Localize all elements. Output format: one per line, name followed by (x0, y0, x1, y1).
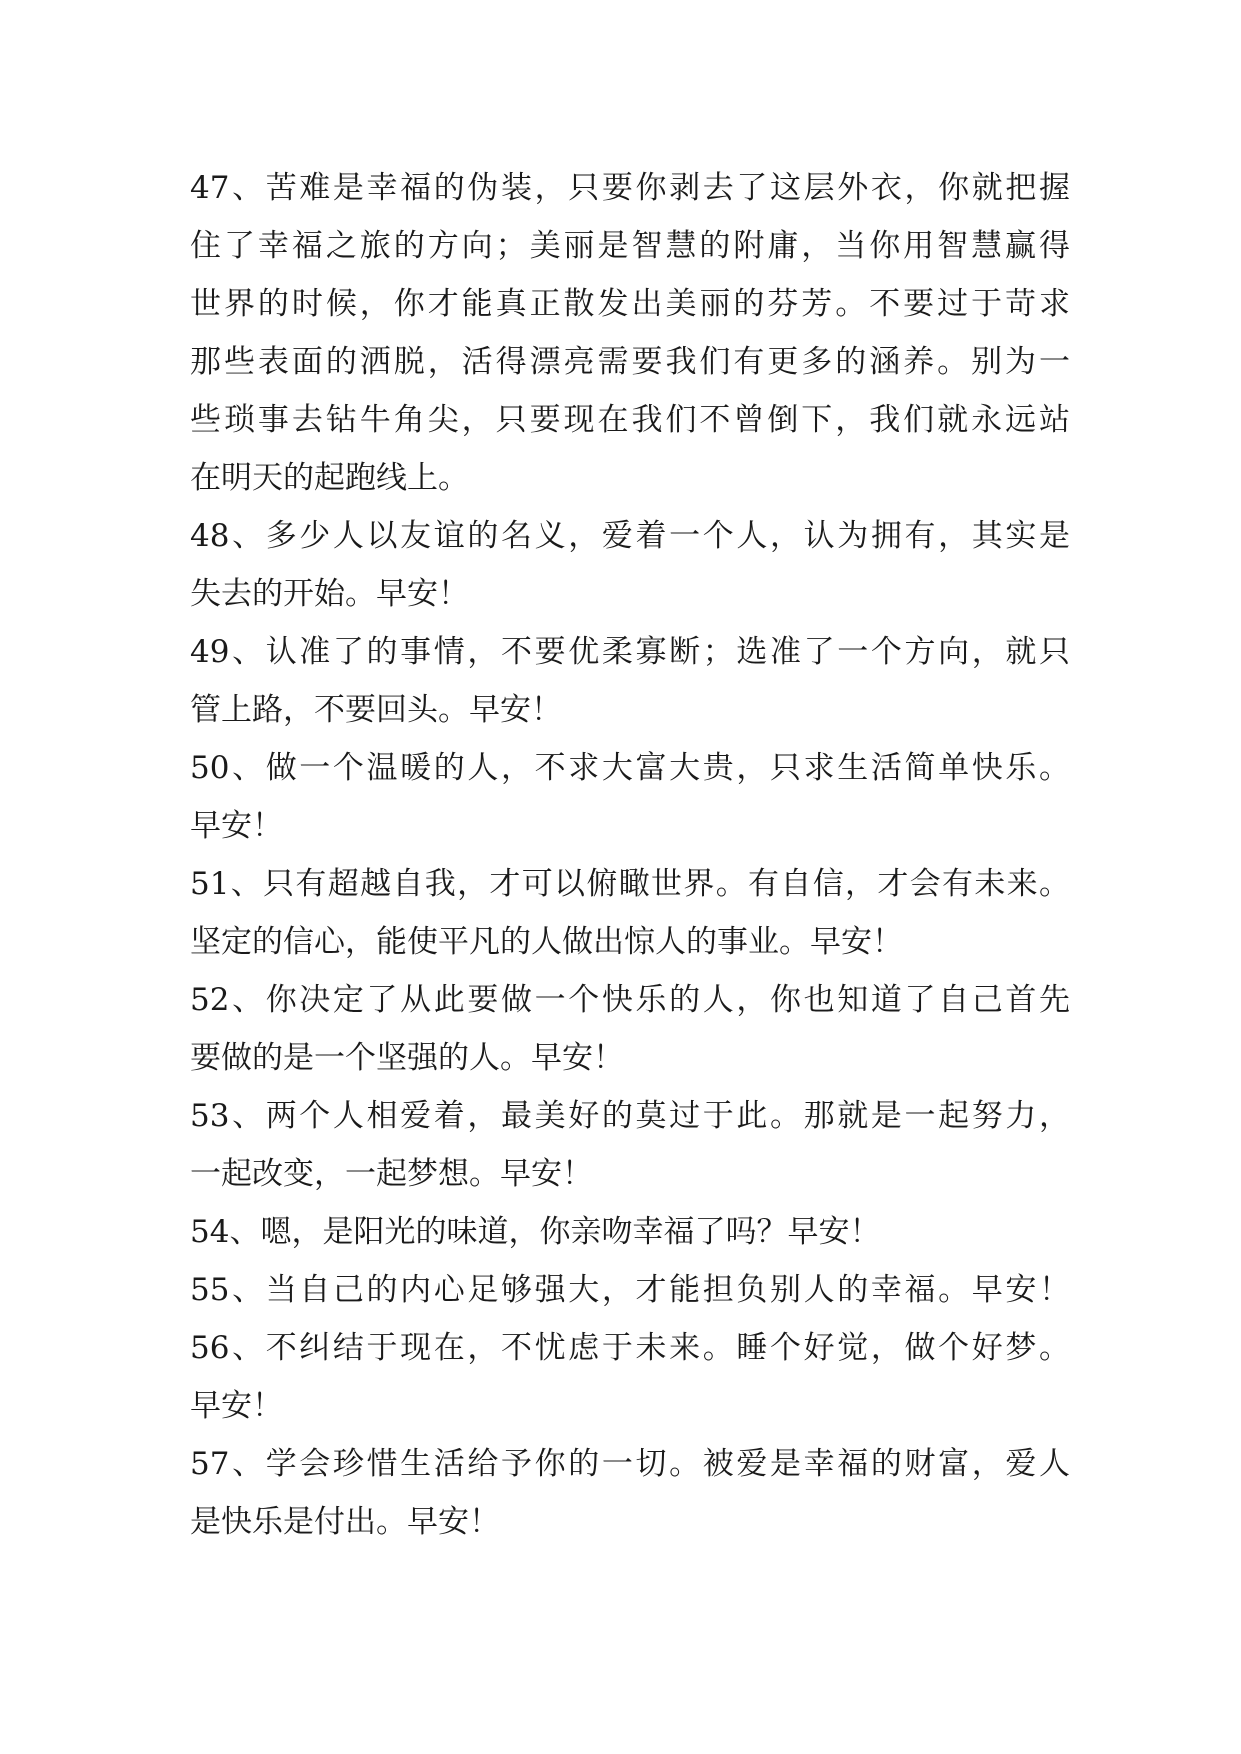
paragraph-54 (190, 1203, 1070, 1261)
text-line: 53、两个人相爱着，最美好的莫过于此。那就是一起努力， (190, 1098, 1070, 1134)
text-line: 早安！ (190, 1388, 283, 1424)
text-line: 世界的时候，你才能真正散发出美丽的芬芳。不要过于苛求 (190, 286, 1070, 322)
text-line: 51、只有超越自我，才可以俯瞰世界。有自信，才会有未来。 (190, 866, 1070, 902)
paragraph-51 (190, 855, 1070, 971)
text-line: 50、做一个温暖的人，不求大富大贵，只求生活简单快乐。 (190, 750, 1070, 786)
text-line: 坚定的信心，能使平凡的人做出惊人的事业。早安！ (190, 924, 903, 960)
paragraph-49 (190, 623, 1070, 739)
paragraph-55 (190, 1261, 1070, 1319)
paragraph-53 (190, 1087, 1070, 1203)
text-line: 失去的开始。早安！ (190, 576, 469, 612)
text-line: 是快乐是付出。早安！ (190, 1504, 500, 1540)
text-line: 一起改变，一起梦想。早安！ (190, 1156, 593, 1192)
paragraph-47 (190, 159, 1070, 507)
text-line: 56、不纠结于现在，不忧虑于未来。睡个好觉，做个好梦。 (190, 1330, 1070, 1366)
text-line: 47、苦难是幸福的伪装，只要你剥去了这层外衣，你就把握 (190, 170, 1070, 206)
text-line: 那些表面的洒脱，活得漂亮需要我们有更多的涵养。别为一 (190, 344, 1070, 380)
text-line: 在明天的起跑线上。 (190, 460, 469, 496)
text-line: 52、你决定了从此要做一个快乐的人，你也知道了自己首先 (190, 982, 1070, 1018)
text-line: 49、认准了的事情，不要优柔寡断；选准了一个方向，就只 (190, 634, 1070, 670)
text-line: 早安！ (190, 808, 283, 844)
text-line: 48、多少人以友谊的名义，爱着一个人，认为拥有，其实是 (190, 518, 1070, 554)
text-line: 些琐事去钻牛角尖，只要现在我们不曾倒下，我们就永远站 (190, 402, 1070, 438)
text-line: 55、当自己的内心足够强大，才能担负别人的幸福。早安！ (190, 1272, 1070, 1308)
text-line: 要做的是一个坚强的人。早安！ (190, 1040, 624, 1076)
paragraph-52 (190, 971, 1070, 1087)
paragraph-56 (190, 1319, 1070, 1435)
paragraph-57 (190, 1435, 1070, 1551)
text-line: 住了幸福之旅的方向；美丽是智慧的附庸，当你用智慧赢得 (190, 228, 1070, 264)
paragraph-50 (190, 739, 1070, 855)
document-page (190, 159, 1070, 1551)
text-line: 管上路，不要回头。早安！ (190, 692, 562, 728)
text-line: 54、嗯，是阳光的味道，你亲吻幸福了吗？早安！ (190, 1214, 881, 1250)
text-line: 57、学会珍惜生活给予你的一切。被爱是幸福的财富，爱人 (190, 1446, 1070, 1482)
paragraph-48 (190, 507, 1070, 623)
